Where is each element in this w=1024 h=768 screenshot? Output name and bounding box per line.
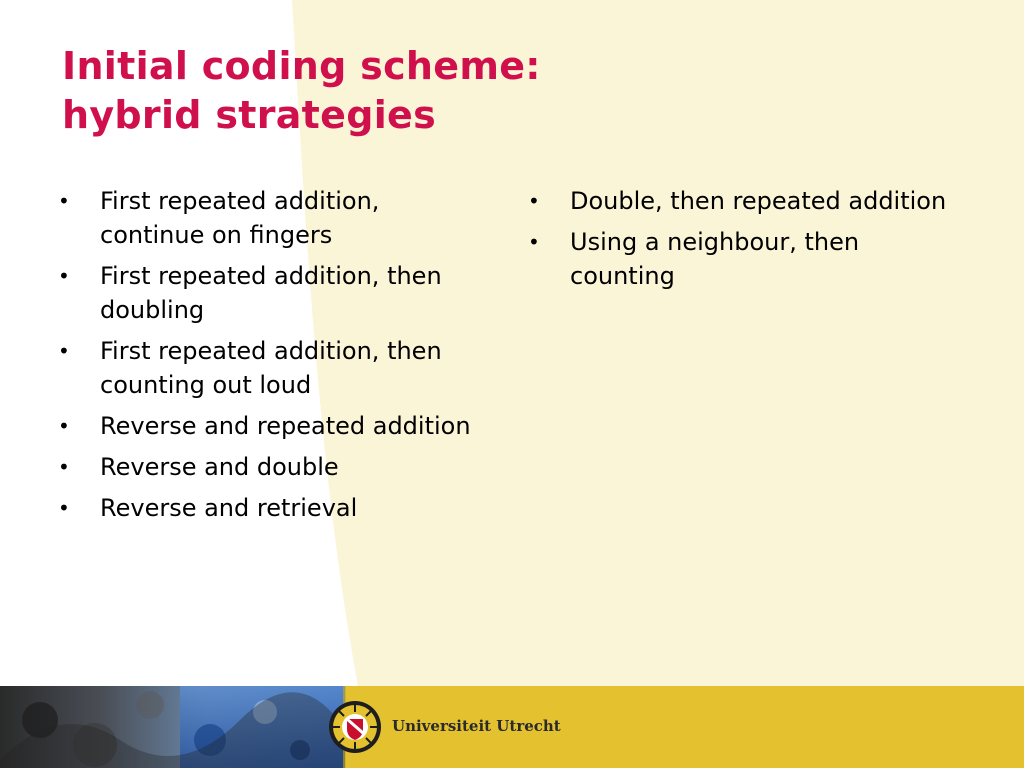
bullet-glyph: • [58, 496, 70, 520]
bullet-glyph: • [528, 189, 540, 213]
list-item [58, 491, 478, 525]
bullet-text: Using a neighbour, then counting [570, 228, 860, 290]
list-item [58, 450, 478, 484]
bullet-glyph: • [58, 264, 70, 288]
university-seal-icon [328, 700, 382, 754]
footer-photo-strip [0, 686, 345, 768]
bullet-text: First repeated addition, then doubling [100, 262, 442, 324]
bullet-text: Reverse and repeated addition [100, 412, 471, 440]
list-item [528, 184, 948, 218]
left-bullet-list [58, 184, 478, 532]
bullet-text: First repeated addition, then counting out loud [100, 337, 442, 399]
bullet-text: First repeated addition, continue on fingers [100, 187, 380, 249]
list-item [58, 184, 478, 252]
university-name: Universiteit Utrecht [392, 717, 561, 735]
bullet-glyph: • [528, 230, 540, 254]
slide-title [62, 42, 541, 140]
title-line-2: hybrid strategies [62, 93, 437, 137]
bullet-text: Reverse and double [100, 453, 339, 481]
list-item [58, 409, 478, 443]
list-item [58, 334, 478, 402]
list-item [528, 225, 948, 293]
bullet-glyph: • [58, 189, 70, 213]
bullet-glyph: • [58, 455, 70, 479]
bullet-glyph: • [58, 339, 70, 363]
list-item [58, 259, 478, 327]
title-line-1: Initial coding scheme: [62, 44, 541, 88]
right-bullet-list [528, 184, 948, 300]
bullet-text: Reverse and retrieval [100, 494, 358, 522]
bullet-glyph: • [58, 414, 70, 438]
bullet-text: Double, then repeated addition [570, 187, 947, 215]
